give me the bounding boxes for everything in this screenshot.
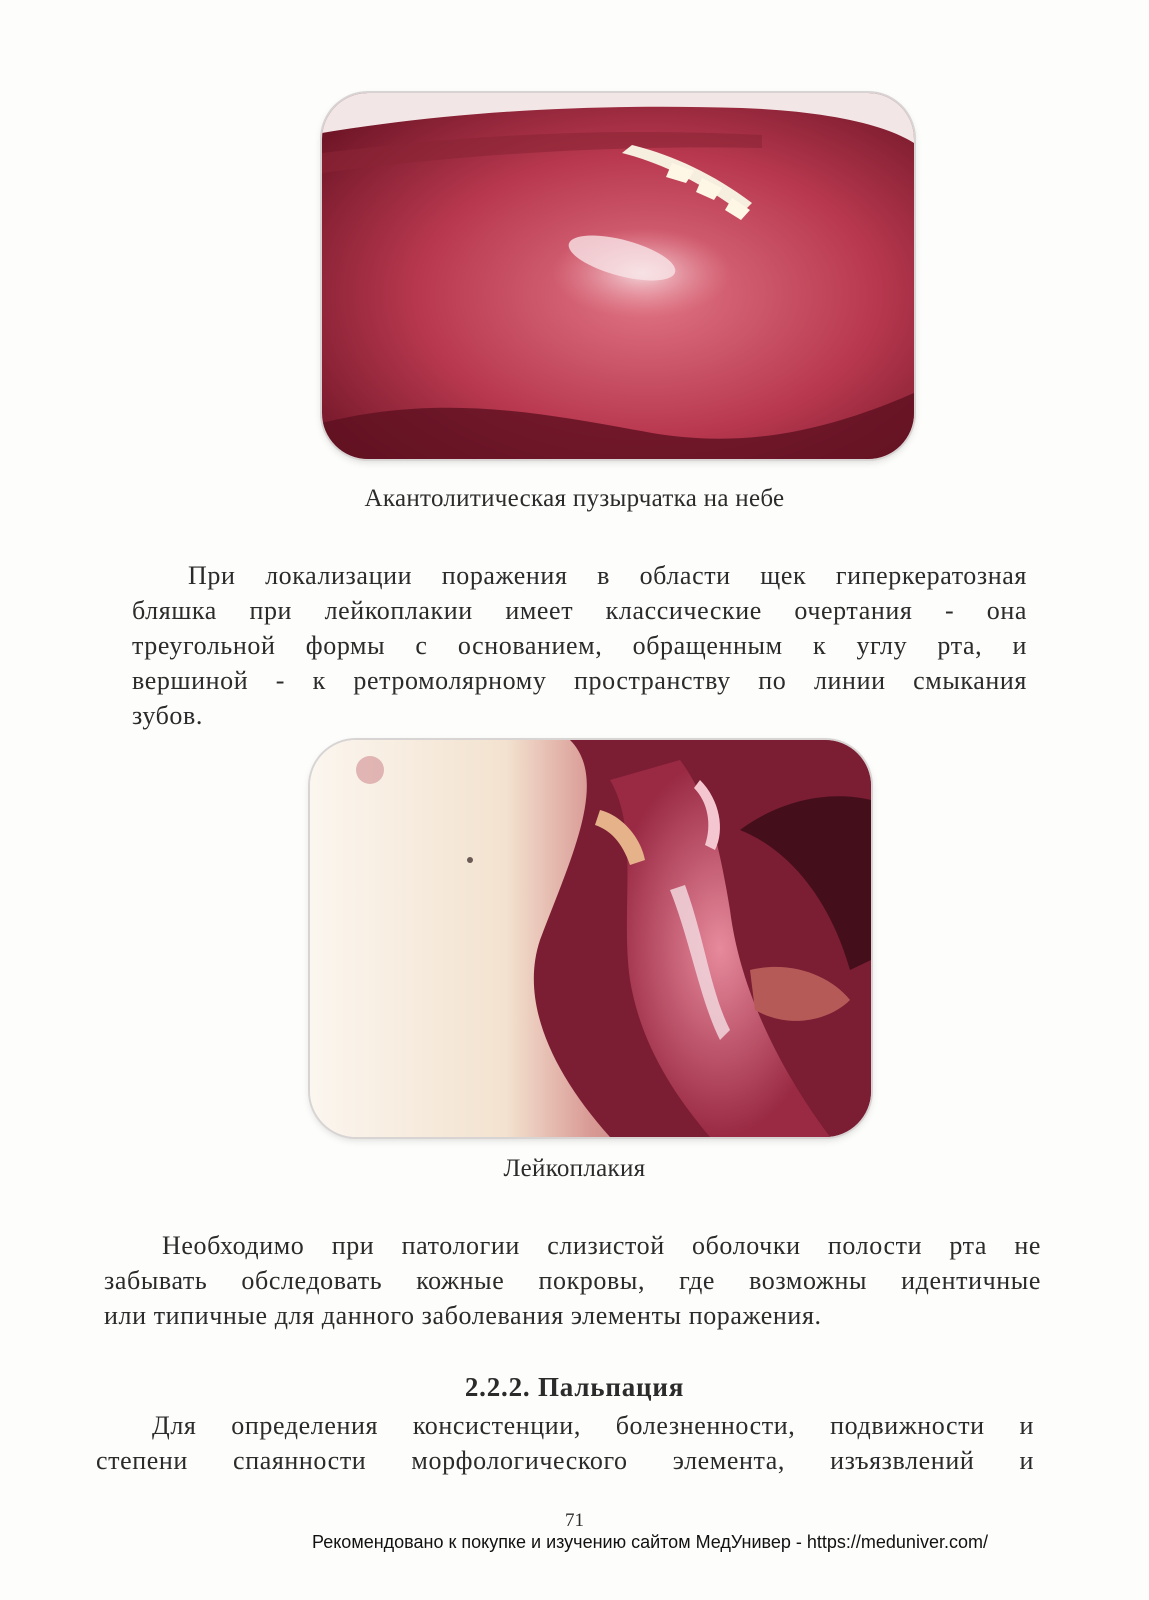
- figure2-caption: Лейкоплакия: [503, 1155, 646, 1182]
- paragraph1-line: При локализации поражения в области щек гиперкератозная: [188, 561, 1027, 590]
- paragraph1-line: зубов.: [132, 701, 203, 730]
- paragraph1-line: бляшка при лейкоплакии имеет классические очертания - она: [132, 596, 1027, 625]
- paragraph1-line: вершиной - к ретромолярному пространству по линии смыкания: [132, 666, 1027, 695]
- paragraph2-line: или типичные для данного заболевания элементы поражения.: [104, 1301, 822, 1330]
- paragraph1-line: треугольной формы с основанием, обращенным к углу рта, и: [132, 631, 1027, 660]
- paragraph2-line: Необходимо при патологии слизистой оболочки полости рта не: [162, 1231, 1041, 1260]
- paragraph3-line: степени спаянности морфологического элемента, изъязвлений и: [96, 1446, 1034, 1475]
- section-heading: 2.2.2. Пальпация: [464, 1372, 685, 1402]
- paragraph-leukoplakia-description: [132, 558, 1027, 733]
- photo-leukoplakia: [310, 740, 871, 1137]
- photo-pemphigus-palate: [322, 93, 914, 459]
- page-number: 71: [565, 1510, 584, 1531]
- paragraph-skin-examination: [104, 1228, 1041, 1333]
- paragraph3-line: Для определения консистенции, болезненности, подвижности и: [152, 1411, 1034, 1440]
- footer-recommendation: Рекомендовано к покупке и изучению сайтом МедУнивер - https://meduniver.com/: [312, 1532, 988, 1552]
- paragraph2-line: забывать обследовать кожные покровы, где возможны идентичные: [104, 1266, 1041, 1295]
- photo-leukoplakia-image: [310, 740, 871, 1137]
- paragraph-palpation: [96, 1408, 1034, 1478]
- photo-pemphigus-palate-image: [322, 93, 914, 459]
- figure1-caption: Акантолитическая пузырчатка на небе: [364, 485, 785, 512]
